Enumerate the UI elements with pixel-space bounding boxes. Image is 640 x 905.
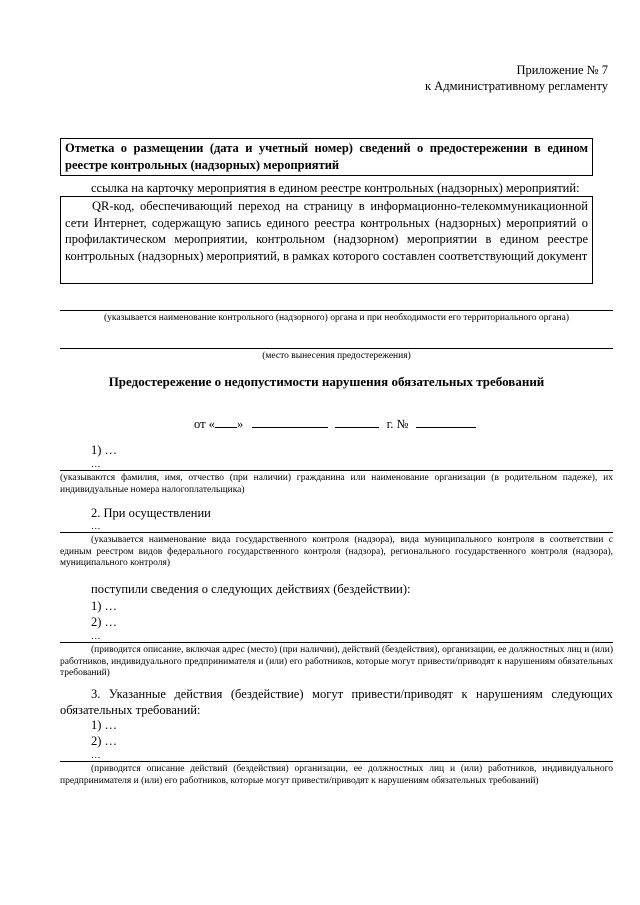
control-line (60, 532, 613, 533)
person-note: (указываются фамилия, имя, отчество (при наличии) гражданина или наименование организации (в родительном падеже), их индивидуальные номера налогоплательщика) (60, 473, 613, 495)
requirements-line (60, 761, 613, 762)
registry-link-caption: ссылка на карточку мероприятия в едином реестре контрольных (надзорных) мероприятий: (91, 181, 580, 195)
number-blank (416, 415, 476, 428)
section1-dots: … (91, 460, 101, 470)
received-item-1: 1) … (91, 599, 118, 613)
received-info-caption: поступили сведения о следующих действиях (бездействии): (91, 582, 411, 596)
organ-note: (указывается наименование контрольного (надзорного) органа и при необходимости его территориального органа) (103, 313, 570, 323)
actions-note: (приводится описание, включая адрес (место) (при наличии), действий (бездействия), организации, ее должностных лиц и (или) работников, индивидуального предпринимателя и (или) его работников, которые могут привести/приводят к нарушениям обязательных требований) (60, 645, 613, 678)
actions-line (60, 642, 613, 643)
person-line (60, 470, 613, 471)
section2-heading: 2. При осуществлении (91, 506, 211, 520)
requirements-dots: … (91, 751, 101, 761)
qr-code-text: QR-код, обеспечивающий переход на страницу в информационно-телекоммуникационной сети Интернет, содержащую запись единого реестра контрольных (надзорных) мероприятий о профилактическом мероприятии, контрольном (надзорном) мероприятии в едином реестре контрольных (надзорных) мероприятий, в рамках которого составлен соответствующий документ (65, 199, 588, 263)
place-note: (место вынесения предостережения) (262, 351, 411, 361)
year-blank (335, 415, 379, 428)
requirements-note: (приводится описание действий (бездействия) организации, ее должностных лиц и (или) работников, индивидуального предпринимателя и (или) его работников, которые могут привести/приводят к нарушениям обязательных требований) (60, 764, 613, 786)
requirements-item-2: 2) … (91, 734, 118, 748)
regulation-reference: к Административному регламенту (424, 79, 608, 93)
section2-dots: … (91, 522, 101, 532)
requirements-item-1: 1) … (91, 718, 118, 732)
control-note: (указывается наименование вида государственного контроля (надзора), вида муниципального контроля в соответствии с единым реестром видов федерального государственного контроля (надзора), регионального государственного контроля (надзора), муниципального контроля) (60, 535, 613, 568)
day-blank (215, 415, 237, 428)
date-close-quote: » (236, 417, 244, 431)
document-title: Предостережение о недопустимости нарушения обязательных требований (108, 374, 545, 389)
qr-code-box (60, 196, 593, 284)
appendix-number: Приложение № 7 (516, 63, 608, 77)
month-blank (252, 415, 328, 428)
registry-mark-box (60, 138, 593, 176)
year-number-label: г. № (386, 417, 409, 431)
organ-line (60, 310, 613, 311)
date-from-label: от « (194, 417, 215, 431)
registry-mark-text: Отметка о размещении (дата и учетный номер) сведений о предостережении в едином реестре контрольных (надзорных) мероприятий (65, 141, 588, 172)
received-item-2: 2) … (91, 615, 118, 629)
place-line (60, 348, 613, 349)
section3-heading: 3. Указанные действия (бездействие) могут привести/приводят к нарушениям следующих обязательных требований: (60, 687, 613, 717)
date-line (194, 415, 494, 432)
received-dots: … (91, 632, 101, 642)
section1-item-1: 1) … (91, 443, 118, 457)
